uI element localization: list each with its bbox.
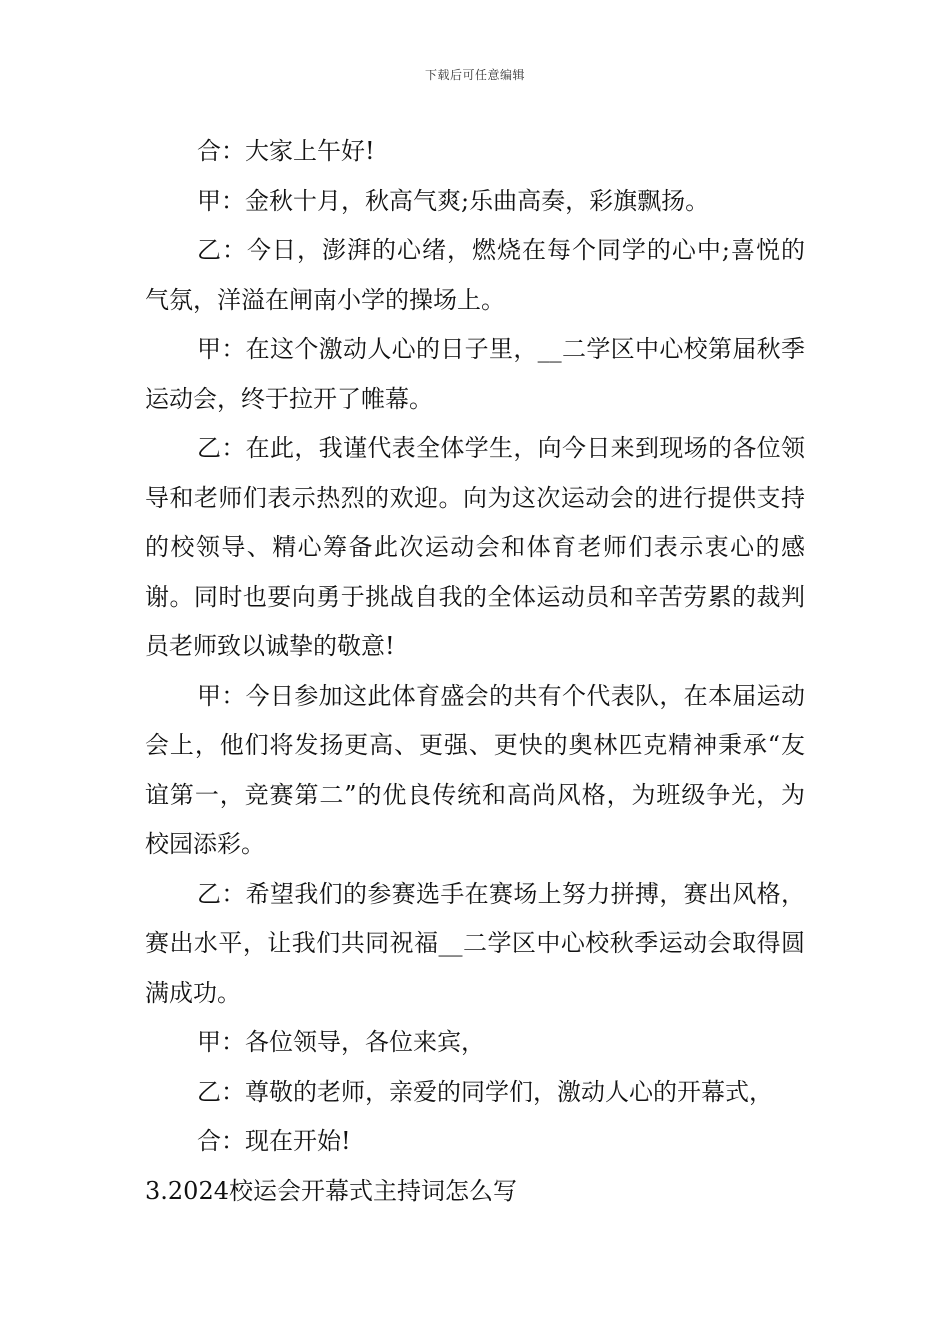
section-heading: 3.2024校运会开幕式主持词怎么写 [145,1176,517,1205]
paragraph-greeting: 合：大家上午好! [197,137,375,165]
paragraph: 甲：各位领导，各位来宾， [197,1028,485,1056]
paragraph: 甲：今日参加这此体育盛会的共有个代表队，在本届运动会上，他们将发扬更高、更强、更快的奥林匹克精神秉承“友谊第一，竞赛第二”的优良传统和高尚风格，为班级争光，为校园添彩。 [145,681,805,858]
paragraph: 乙：希望我们的参赛选手在赛场上努力拼搏，赛出风格，赛出水平，让我们共同祝福__二学区中心校秋季运动会取得圆满成功。 [145,879,805,1007]
paragraph: 甲：金秋十月，秋高气爽;乐曲高奏，彩旗飘扬。 [197,186,710,215]
paragraph-closing: 合：现在开始! [197,1127,351,1155]
paragraph: 乙：在此，我谨代表全体学生，向今日来到现场的各位领导和老师们表示热烈的欢迎。向为这次运动会的进行提供支持的校领导、精心筹备此次运动会和体育老师们表示衷心的感谢。同时也要向勇于挑战自我的全体运动员和辛苦劳累的裁判员老师致以诚挚的敬意! [145,434,805,660]
paragraph: 乙：今日，澎湃的心绪，燃烧在每个同学的心中;喜悦的气氛，洋溢在闸南小学的操场上。 [145,236,805,314]
document-body [145,127,805,1216]
paragraph: 甲：在这个激动人心的日子里，__二学区中心校第届秋季运动会，终于拉开了帷幕。 [145,335,805,413]
header-note: 下载后可任意编辑 [424,68,525,82]
paragraph: 乙：尊敬的老师，亲爱的同学们，激动人心的开幕式， [197,1077,773,1106]
